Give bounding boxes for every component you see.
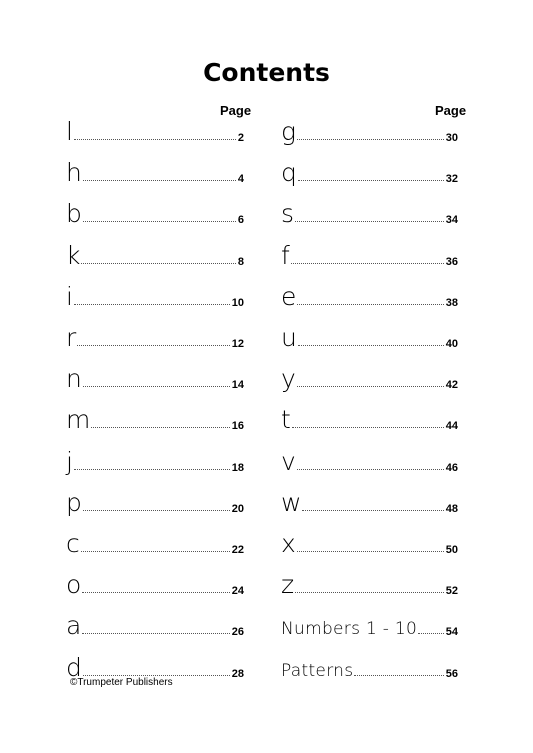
contents-entry	[281, 156, 458, 186]
entry-page-number: 24	[231, 585, 244, 598]
page-column-header-right: Page	[435, 103, 467, 118]
entry-page-number: 6	[237, 214, 244, 227]
dotted-leader	[418, 632, 444, 634]
entry-label: i	[66, 281, 73, 311]
entry-label: h	[66, 158, 82, 188]
entry-page-number: 28	[231, 667, 244, 680]
entry-page-number: 48	[445, 502, 458, 515]
dotted-leader	[91, 426, 229, 428]
contents-entry	[66, 321, 244, 351]
dotted-leader	[74, 468, 230, 470]
page-column-header-left: Page	[220, 103, 252, 118]
contents-entry	[66, 362, 244, 392]
entry-label: r	[66, 323, 77, 352]
entry-label: l	[66, 117, 73, 146]
dotted-leader	[77, 344, 229, 346]
entry-label: m	[66, 405, 91, 435]
entry-page-number: 40	[445, 338, 458, 350]
entry-label: c	[66, 529, 80, 558]
entry-page-number: 52	[445, 585, 458, 598]
entry-page-number: 12	[231, 338, 244, 350]
contents-entry	[66, 403, 244, 433]
entry-page-number: 8	[237, 255, 244, 268]
dotted-leader	[297, 385, 444, 387]
entry-label: u	[281, 323, 297, 352]
entry-label: t	[281, 405, 291, 435]
contents-entry	[281, 527, 458, 557]
dotted-leader	[74, 303, 230, 305]
contents-entry	[66, 445, 244, 475]
entry-page-number: 26	[231, 626, 244, 639]
contents-entry	[66, 280, 244, 310]
contents-entry	[281, 568, 458, 598]
dotted-leader	[291, 262, 444, 264]
entry-label: Patterns	[281, 660, 354, 681]
entry-page-number: 4	[237, 173, 244, 186]
entry-label: v	[281, 446, 296, 476]
dotted-leader	[82, 591, 229, 593]
contents-entry	[281, 197, 458, 227]
entry-page-number: 50	[445, 544, 458, 556]
entry-page-number: 36	[445, 255, 458, 268]
entry-label: j	[66, 446, 73, 476]
page-title: Contents	[203, 58, 330, 87]
entry-label: b	[66, 199, 82, 229]
entry-page-number: 22	[231, 544, 244, 556]
entry-label: z	[281, 570, 295, 600]
entry-page-number: 42	[445, 379, 458, 392]
entry-page-number: 20	[231, 502, 244, 515]
dotted-leader	[82, 632, 229, 634]
entry-label: Numbers 1 - 10	[281, 619, 418, 640]
entry-label: e	[281, 281, 297, 311]
contents-entry	[66, 156, 244, 186]
dotted-leader	[83, 179, 236, 181]
contents-entry	[281, 651, 458, 681]
copyright-footer: ©Trumpeter Publishers	[70, 677, 173, 688]
dotted-leader	[297, 138, 444, 140]
entry-label: x	[281, 529, 296, 558]
entry-label: p	[66, 487, 82, 517]
contents-entry	[281, 321, 458, 351]
entry-page-number: 16	[231, 420, 244, 433]
dotted-leader	[297, 468, 444, 470]
contents-entry	[281, 609, 458, 639]
entry-page-number: 56	[445, 667, 458, 680]
dotted-leader	[81, 550, 230, 552]
dotted-leader	[295, 220, 444, 222]
entry-label: n	[66, 364, 82, 394]
entry-page-number: 10	[231, 296, 244, 309]
entry-page-number: 38	[445, 296, 458, 309]
dotted-leader	[298, 344, 444, 346]
dotted-leader	[74, 138, 236, 140]
entry-page-number: 2	[237, 132, 244, 144]
entry-label: k	[66, 240, 81, 270]
entry-page-number: 46	[445, 461, 458, 474]
dotted-leader	[298, 179, 444, 181]
contents-entry	[281, 115, 458, 145]
entry-page-number: 34	[445, 214, 458, 227]
dotted-leader	[292, 426, 444, 428]
contents-entry	[281, 280, 458, 310]
dotted-leader	[83, 674, 230, 676]
dotted-leader	[83, 220, 236, 222]
contents-entry	[66, 609, 244, 639]
entry-page-number: 30	[445, 132, 458, 144]
entry-label: g	[281, 117, 297, 146]
dotted-leader	[297, 550, 444, 552]
contents-entry	[281, 486, 458, 516]
entry-label: q	[281, 158, 297, 188]
contents-entry	[66, 527, 244, 557]
contents-entry	[281, 362, 458, 392]
dotted-leader	[302, 509, 443, 511]
entry-page-number: 54	[445, 626, 458, 639]
contents-entry	[66, 568, 244, 598]
contents-entry	[66, 239, 244, 269]
entry-page-number: 32	[445, 173, 458, 186]
entry-page-number: 44	[445, 420, 458, 433]
entry-label: y	[281, 364, 296, 394]
entry-label: o	[66, 570, 82, 600]
contents-entry	[281, 403, 458, 433]
entry-label: w	[281, 487, 302, 517]
contents-entry	[66, 197, 244, 227]
entry-label: a	[66, 611, 82, 641]
contents-entry	[281, 239, 458, 269]
entry-label: d	[66, 652, 82, 682]
dotted-leader	[83, 385, 230, 387]
contents-entry	[66, 486, 244, 516]
entry-page-number: 18	[231, 461, 244, 474]
dotted-leader	[83, 509, 230, 511]
contents-entry	[66, 115, 244, 145]
entry-label: s	[281, 199, 295, 229]
dotted-leader	[81, 262, 235, 264]
entry-page-number: 14	[231, 379, 244, 392]
dotted-leader	[354, 674, 443, 676]
dotted-leader	[297, 303, 443, 305]
contents-entry	[281, 445, 458, 475]
entry-label: f	[281, 240, 290, 270]
dotted-leader	[295, 591, 444, 593]
